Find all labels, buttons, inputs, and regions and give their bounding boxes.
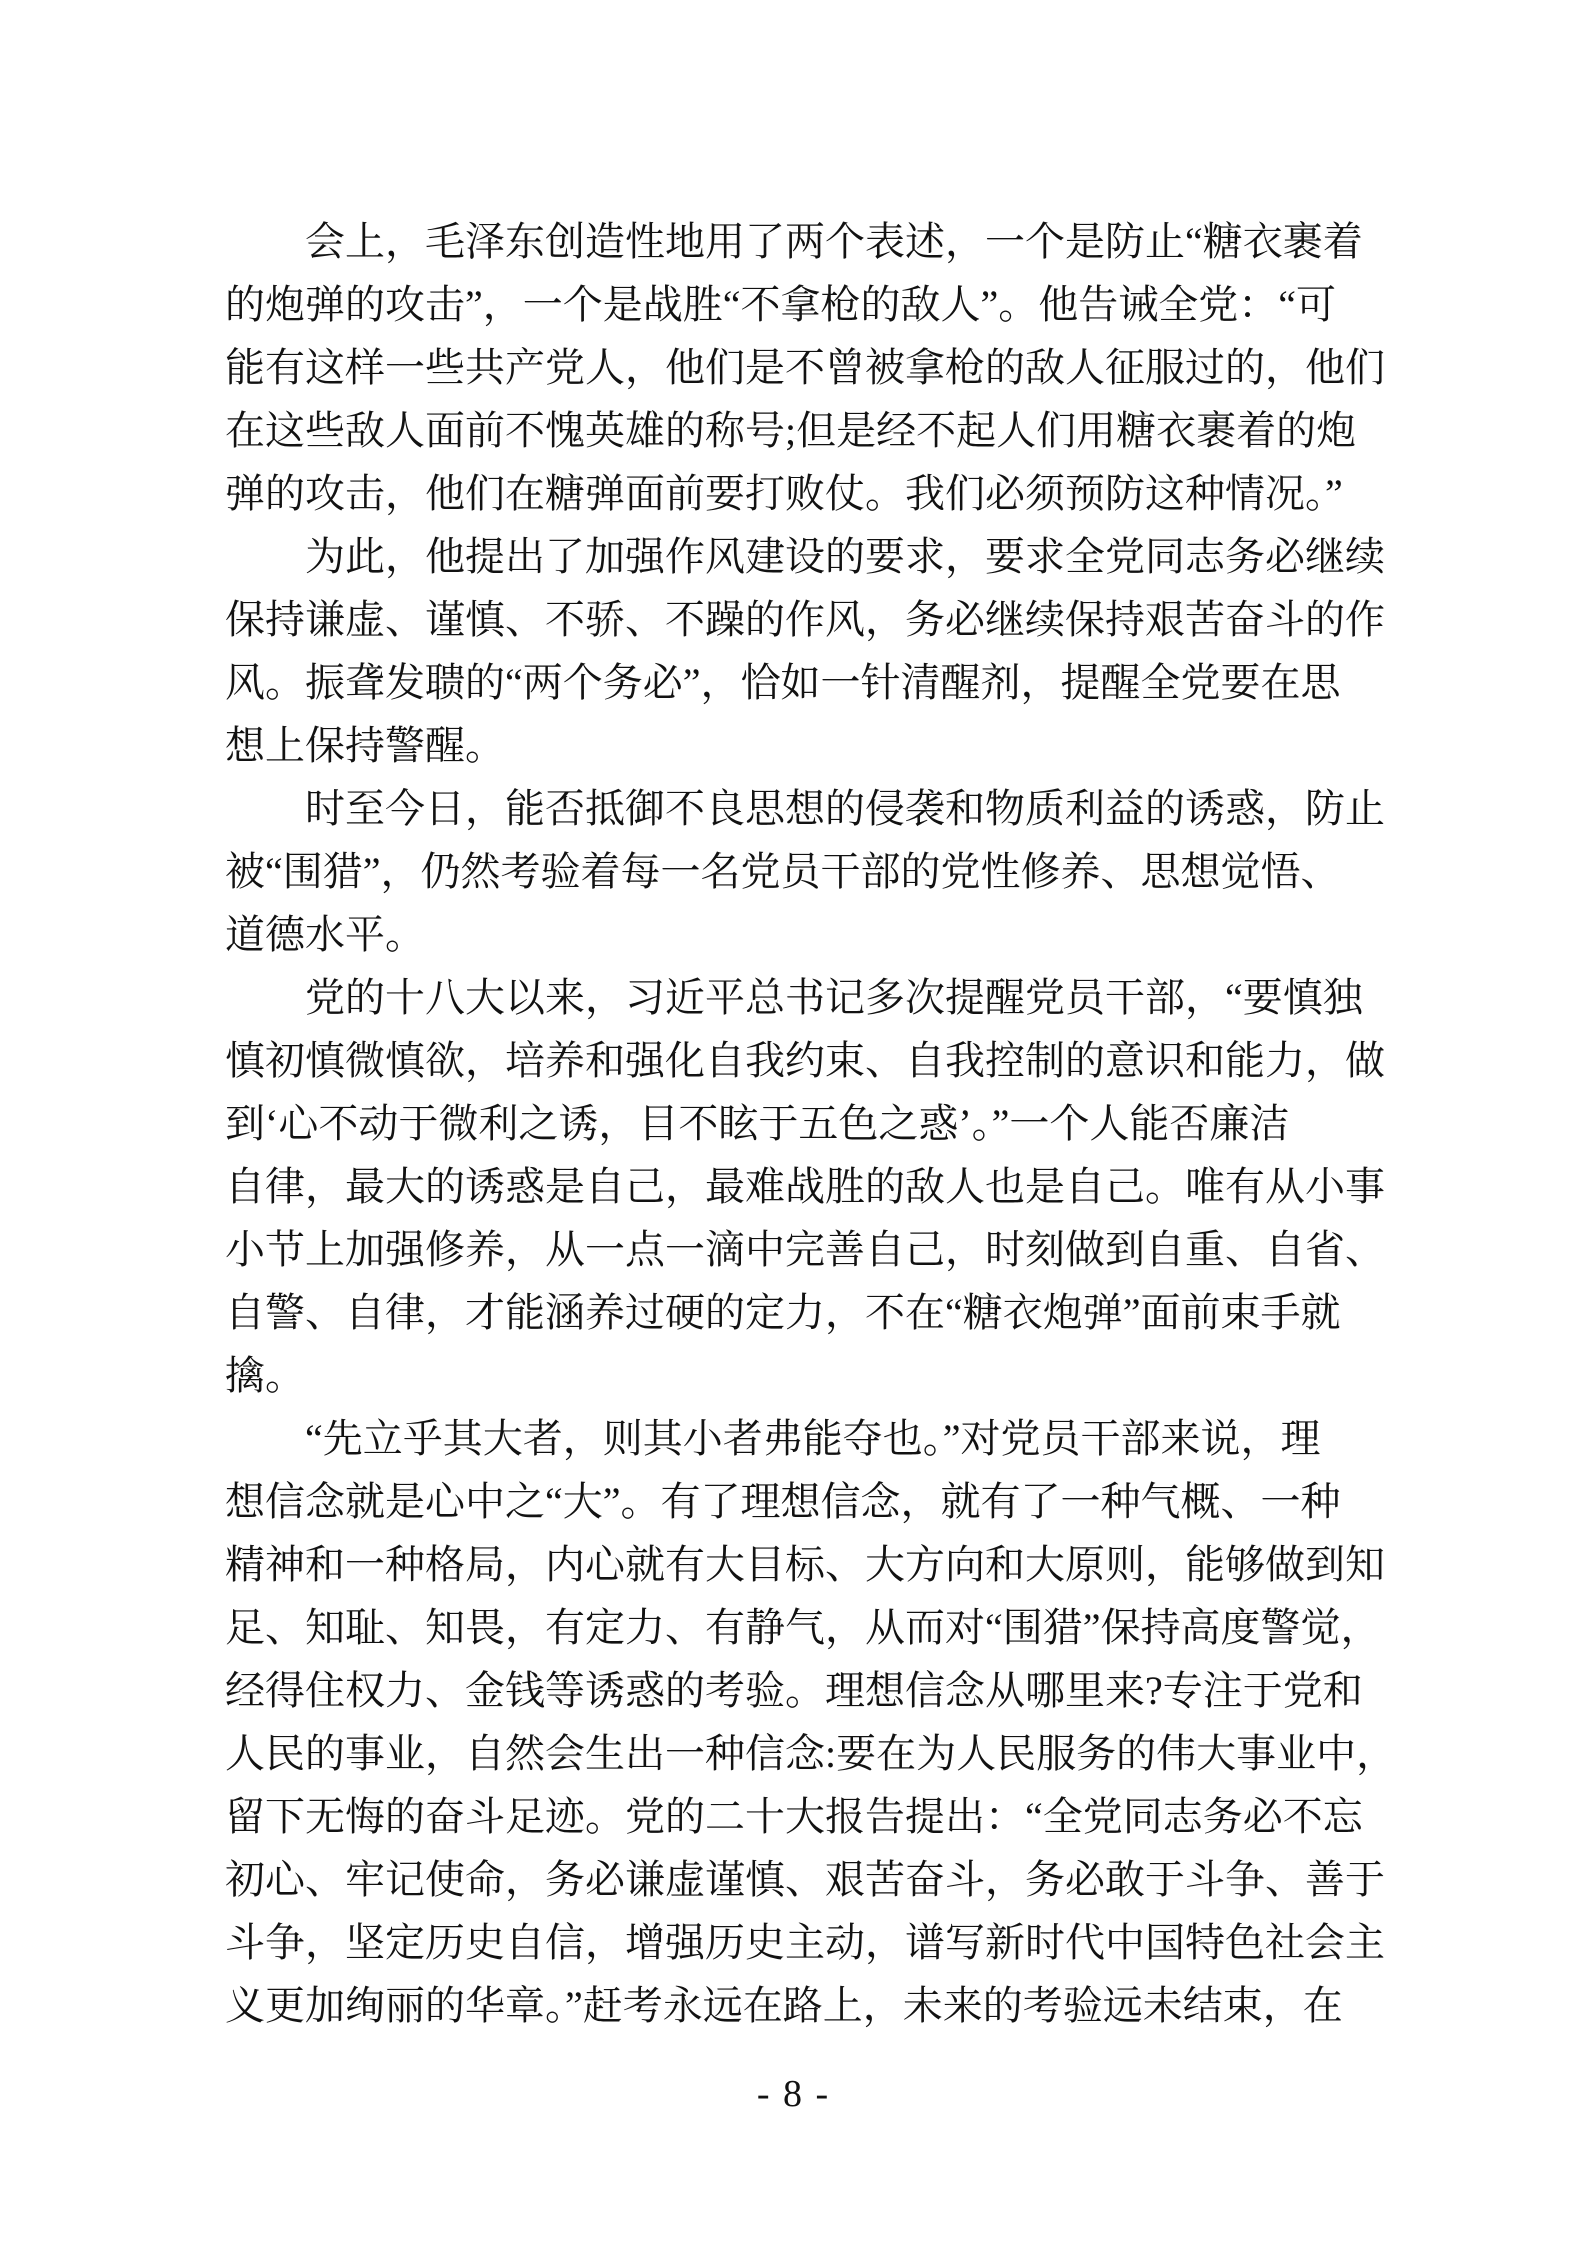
text-line: “先立乎其大者，则其小者弗能夺也。”对党员干部来说，理 <box>305 1416 1321 1461</box>
text-line: 保持谦虚、谨慎、不骄、不躁的作风，务必继续保持艰苦奋斗的作 <box>225 597 1385 642</box>
text-line: 想上保持警醒。 <box>225 723 505 768</box>
text-line: 会上，毛泽东创造性地用了两个表述，一个是防止“糖衣裹着 <box>305 219 1363 264</box>
text-line: 在这些敌人面前不愧英雄的称号;但是经不起人们用糖衣裹着的炮 <box>225 408 1357 453</box>
text-line: 小节上加强修养，从一点一滴中完善自己，时刻做到自重、自省、 <box>225 1227 1385 1272</box>
text-line: 党的十八大以来，习近平总书记多次提醒党员干部，“要慎独 <box>305 975 1363 1020</box>
text-line: 能有这样一些共产党人，他们是不曾被拿枪的敌人征服过的，他们 <box>225 345 1385 390</box>
text-line: 初心、牢记使命，务必谦虚谨慎、艰苦奋斗，务必敢于斗争、善于 <box>225 1857 1385 1902</box>
text-line: 自警、自律，才能涵养过硬的定力，不在“糖衣炮弹”面前束手就 <box>225 1290 1341 1335</box>
text-line: 人民的事业，自然会生出一种信念:要在为人民服务的伟大事业中， <box>225 1731 1397 1776</box>
text-line: 为此，他提出了加强作风建设的要求，要求全党同志务必继续 <box>305 534 1385 579</box>
page-number: - 8 - <box>756 2073 831 2115</box>
text-line: 自律，最大的诱惑是自己，最难战胜的敌人也是自己。唯有从小事 <box>225 1164 1385 1209</box>
text-line: 经得住权力、金钱等诱惑的考验。理想信念从哪里来?专注于党和 <box>225 1668 1363 1713</box>
text-line: 时至今日，能否抵御不良思想的侵袭和物质利益的诱惑，防止 <box>305 786 1385 831</box>
text-line: 道德水平。 <box>225 912 425 957</box>
text-line: 被“围猎”，仍然考验着每一名党员干部的党性修养、思想觉悟、 <box>225 849 1341 894</box>
text-line: 的炮弹的攻击”，一个是战胜“不拿枪的敌人”。他告诫全党：“可 <box>225 282 1337 327</box>
text-line: 到‘心不动于微利之诱，目不眩于五色之惑’。”一个人能否廉洁 <box>225 1101 1290 1146</box>
document-body <box>225 210 1425 2037</box>
text-line: 精神和一种格局，内心就有大目标、大方向和大原则，能够做到知 <box>225 1542 1385 1587</box>
text-line: 风。振聋发聩的“两个务必”，恰如一针清醒剂，提醒全党要在思 <box>225 660 1341 705</box>
page-footer <box>0 2072 1587 2116</box>
text-line: 想信念就是心中之“大”。有了理想信念，就有了一种气概、一种 <box>225 1479 1341 1524</box>
text-line: 足、知耻、知畏，有定力、有静气，从而对“围猎”保持高度警觉， <box>225 1605 1381 1650</box>
text-line: 义更加绚丽的华章。”赶考永远在路上，未来的考验远未结束，在 <box>225 1983 1343 2028</box>
text-line: 弹的攻击，他们在糖弹面前要打败仗。我们必须预防这种情况。” <box>225 471 1343 516</box>
text-line: 慎初慎微慎欲，培养和强化自我约束、自我控制的意识和能力，做 <box>225 1038 1385 1083</box>
text-line: 斗争，坚定历史自信，增强历史主动，谱写新时代中国特色社会主 <box>225 1920 1385 1965</box>
text-line: 擒。 <box>225 1353 305 1398</box>
text-line: 留下无悔的奋斗足迹。党的二十大报告提出：“全党同志务必不忘 <box>225 1794 1363 1839</box>
